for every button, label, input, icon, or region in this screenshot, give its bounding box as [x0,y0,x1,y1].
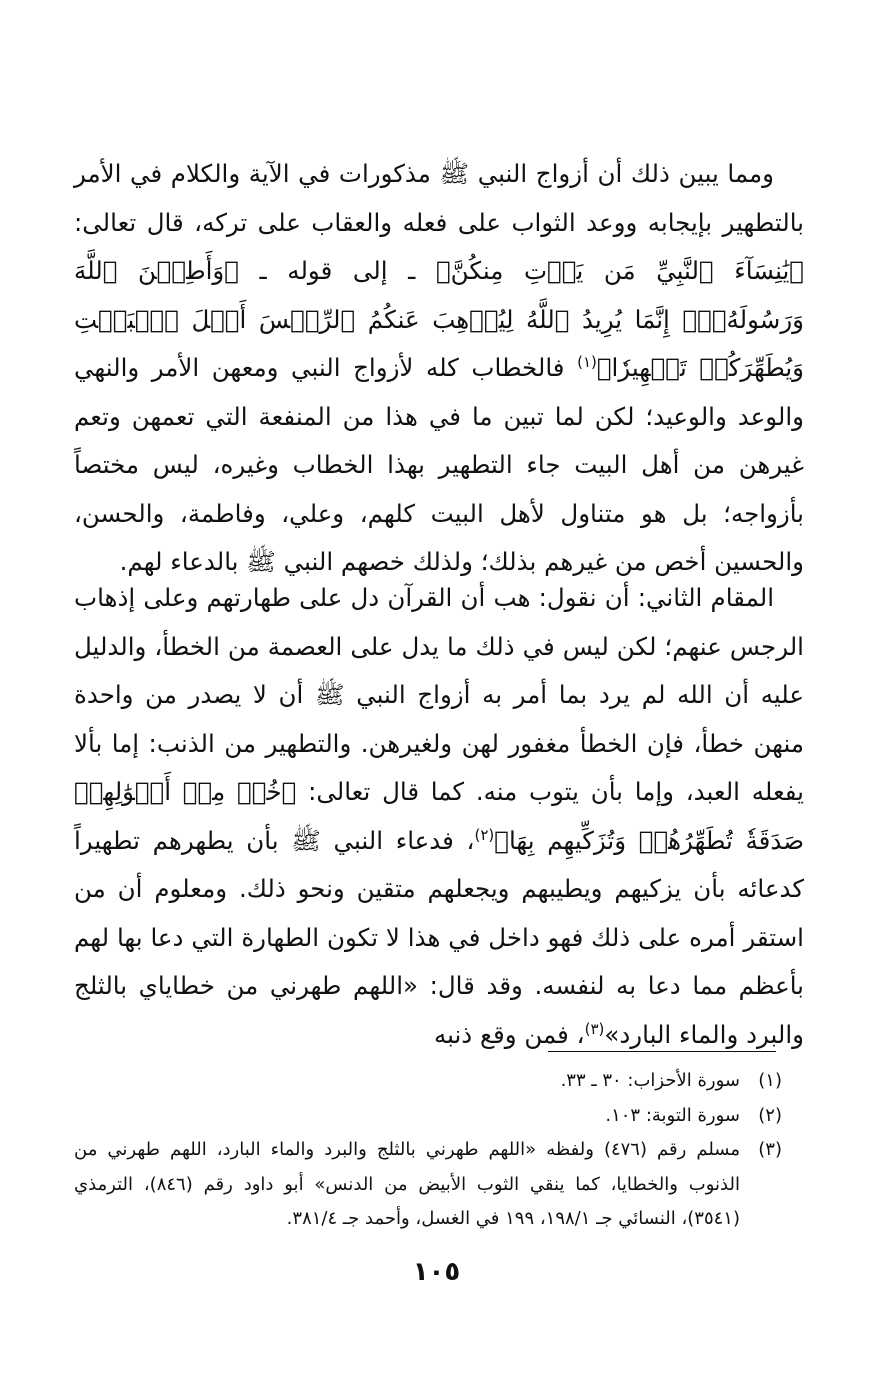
text-segment: فالخطاب كله لأزواج النبي ومعهن الأمر والنهي والوعد والوعيد؛ لكن لما تبين ما في هذا من المنفعة التي تعمهن وتعم غيرهن من أهل البيت جاء التطهير بهذا الخطاب وغيره، ليس مختصاً بأزواجه؛ بل هو متناول لأهل البيت كلهم، وعلي، وفاطمة، والحسن، والحسين أخص من غيرهم بذلك؛ ولذلك خصهم النبي ﷺ بالدعاء لهم. [74,353,804,576]
text-segment: المقام الثاني: أن نقول: هب أن القرآن دل على طهارتهم وعلى إذهاب الرجس عنهم؛ لكن ليس في ذلك ما يدل على العصمة من الخطأ، والدليل عليه أن الله لم يرد بما أمر به أزواج النبي ﷺ أن لا يصدر من واحدة منهن خطأ، فإن الخطأ مغفور لهن ولغيرهن. والتطهير من الذنب: إما بألا يفعله العبد، وإما بأن يتوب منه. كما قال تعالى: [74,583,805,806]
quran-verse: ﴿وَأَطِعۡنَ ٱللَّهَ وَرَسُولَهُۥٓۚ إِنَّمَا يُرِيدُ ٱللَّهُ لِيُذۡهِبَ عَنكُمُ ٱلرِّجۡسَ أَهۡلَ ٱلۡبَيۡتِ وَيُطَهِّرَكُمۡ تَطۡهِيرٗا﴾ [74,256,804,382]
footnote-text: مسلم رقم (٤٧٦) ولفظه «اللهم طهرني بالثلج والبرد والماء البارد، اللهم طهرني من الذنوب والخطايا، كما ينقي الثوب الأبيض من الدنس» أبو داود رقم (٨٤٦)، الترمذي (٣٥٤١)، النسائي جـ ١٩٨/١، ١٩٩ في الغسل، وأحمد جـ ٣٨١/٤. [74,1139,740,1229]
footnote-ref: (٢) [474,825,495,844]
footnote-number: (١) [758,1070,782,1091]
footnote-text: سورة الأحزاب: ٣٠ ـ ٣٣. [560,1070,740,1091]
text-segment: ، فدعاء النبي ﷺ بأن يطهرهم تطهيراً كدعائه بأن يزكيهم ويطيبهم ويجعلهم متقين ونحو ذلك. ومعلوم أن من استقر أمره على ذلك فهو داخل في هذا لا تكون الطهارة التي دعا بها لهم بأعظم مما دعا به لنفسه. وقد قال: «اللهم طهرني من خطاياي بالثلج والبرد والماء البارد» [74,825,804,1049]
footnote-separator [548,1051,776,1052]
footnote-text: سورة التوبة: ١٠٣. [605,1104,740,1126]
footnote-ref: (٣) [584,1019,605,1038]
quran-verse: ﴿خُذۡ مِنۡ أَمۡوَٰلِهِمۡ صَدَقَةٗ تُطَهِّرُهُمۡ وَتُزَكِّيهِم بِهَا﴾ [74,777,804,855]
footnote [74,1064,782,1099]
page-number: ١٠٥ [412,1257,461,1287]
paragraph [74,574,804,1059]
footnote [74,1099,782,1134]
footnote-ref: (١) [577,352,597,371]
footnote-number: (٢) [758,1104,782,1126]
paragraph [74,150,804,587]
text-segment: ، فمن وقع ذنبه [433,1019,585,1049]
footnotes [74,1064,782,1237]
text-segment: ـ إلى قوله ـ [238,256,436,285]
text-segment: ومما يبين ذلك أن أزواج النبي ﷺ مذكورات في الآية والكلام في الأمر بالتطهير بإيجابه ووعد الثواب على فعله والعقاب على تركه، قال تعالى: [74,159,804,237]
footnote-number: (٣) [758,1139,782,1160]
quran-verse: ﴿يَٰنِسَآءَ ٱلنَّبِيِّ مَن يَأۡتِ مِنكُنَّ﴾ [435,256,804,285]
footnote [74,1133,782,1237]
